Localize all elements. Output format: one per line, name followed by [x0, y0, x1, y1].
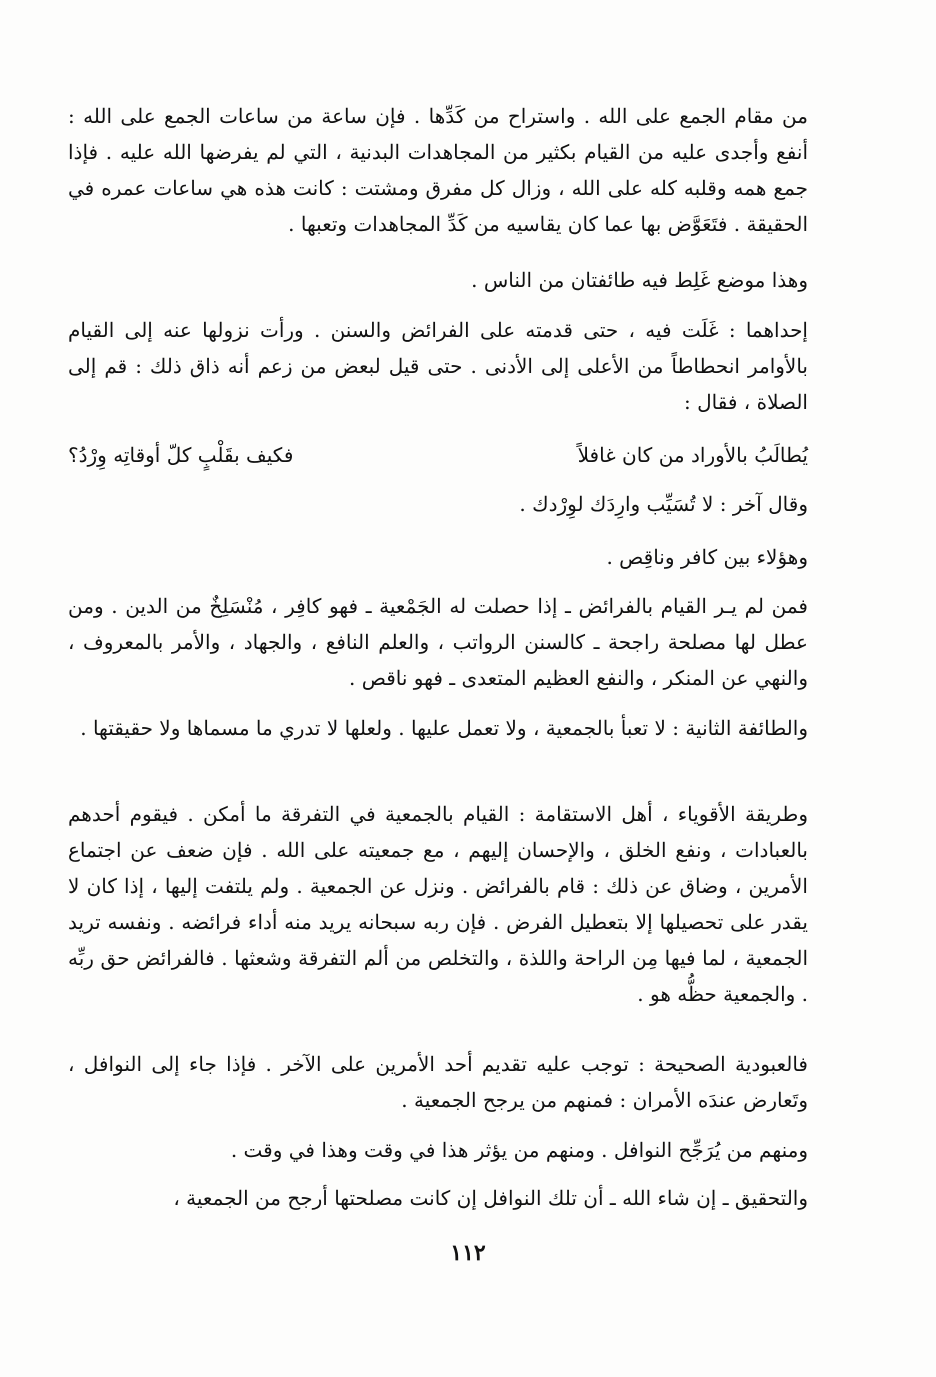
paragraph-5: وهؤلاء بين كافر وناقِص . [606, 545, 808, 569]
paragraph-2: وهذا موضع غَلِط فيه طائفتان من الناس . [471, 268, 808, 292]
verse-first-hemistich: يُطالَبُ بالأوراد من كان غافلاً [577, 443, 808, 467]
poem-verse [68, 437, 808, 473]
verse-second-hemistich: فكيف بقَلْبٍ كلّ أوقاتِه وِرْدُ؟ [68, 443, 294, 467]
paragraph-10: ومنهم من يُرَجِّح النوافل . ومنهم من يؤثر هذا في وقت وهذا في وقت . [230, 1138, 808, 1162]
paragraph-6: فمن لم يـر القيام بالفرائض ـ إذا حصلت له الجَمْعية ـ فهو كافِر ، مُنْسَلِخٌ من الدين . ومن عطل لها مصلحة راجحة ـ كالسنن الرواتب ، والعلم النافع ، والجهاد ، والأمر بالمعروف ، والنهي عن المنكر ، والنفع العظيم المتعدى ـ فهو ناقص . [68, 594, 808, 690]
page-number: ١١٢ [450, 1240, 486, 1266]
paragraph-9: فالعبودية الصحيحة : توجب عليه تقديم أحد الأمرين على الآخر . فإذا جاء إلى النوافل ، وتَعارض عندَه الأمران : فمنهم من يرجح الجمعية . [68, 1052, 808, 1112]
paragraph-7: والطائفة الثانية : لا تعبأ بالجمعية ، ولا تعمل عليها . ولعلها لا تدري ما مسماها ولا حقيقتها . [80, 716, 808, 740]
paragraph-4: وقال آخر : لا تُسَيِّب وارِدَك لوِرْدك . [519, 492, 808, 516]
paragraph-8: وطريقة الأقوياء ، أهل الاستقامة : القيام بالجمعية في التفرقة ما أمكن . فيقوم أحدهم بالعبادات ، ونفع الخلق ، والإحسان إليهم ، مع جمعيته على الله . فإن ضعف عن اجتماع الأمرين ، وضاق عن ذلك : قام بالفرائض . ونزل عن الجمعية . ولم يلتفت إليها ، إذا كان لا يقدر على تحصيلها إلا بتعطيل الفرض . فإن ربه سبحانه يريد منه أداء فرائضه . ونفسه تريد الجمعية ، لما فيها مِن الراحة واللذة ، والتخلص من ألم التفرقة وشعثها . فالفرائض حق ربِّه . والجمعية حظُّه هو . [68, 802, 808, 1006]
paragraph-3: إحداهما : غَلَت فيه ، حتى قدمته على الفرائض والسنن . ورأت نزولها عنه إلى القيام بالأوامر انحطاطاً من الأعلى إلى الأدنى . حتى قيل لبعض من زعم أنه ذاق ذلك : قم إلى الصلاة ، فقال : [68, 318, 808, 414]
paragraph-1: من مقام الجمع على الله . واستراح من كَدِّها . فإن ساعة من ساعات الجمع على الله : أنفع وأجدى عليه من القيام بكثير من المجاهدات البدنية ، التي لم يفرضها الله عليه . فإذا جمع همه وقلبه كله على الله ، وزال كل مفرق ومشتت : كانت هذه هي ساعات عمره في الحقيقة . فتَعَوَّض بها عما كان يقاسيه من كَدِّ المجاهدات وتعبها . [68, 104, 808, 236]
paragraph-11: والتحقيق ـ إن شاء الله ـ أن تلك النوافل إن كانت مصلحتها أرجح من الجمعية ، [173, 1186, 808, 1210]
